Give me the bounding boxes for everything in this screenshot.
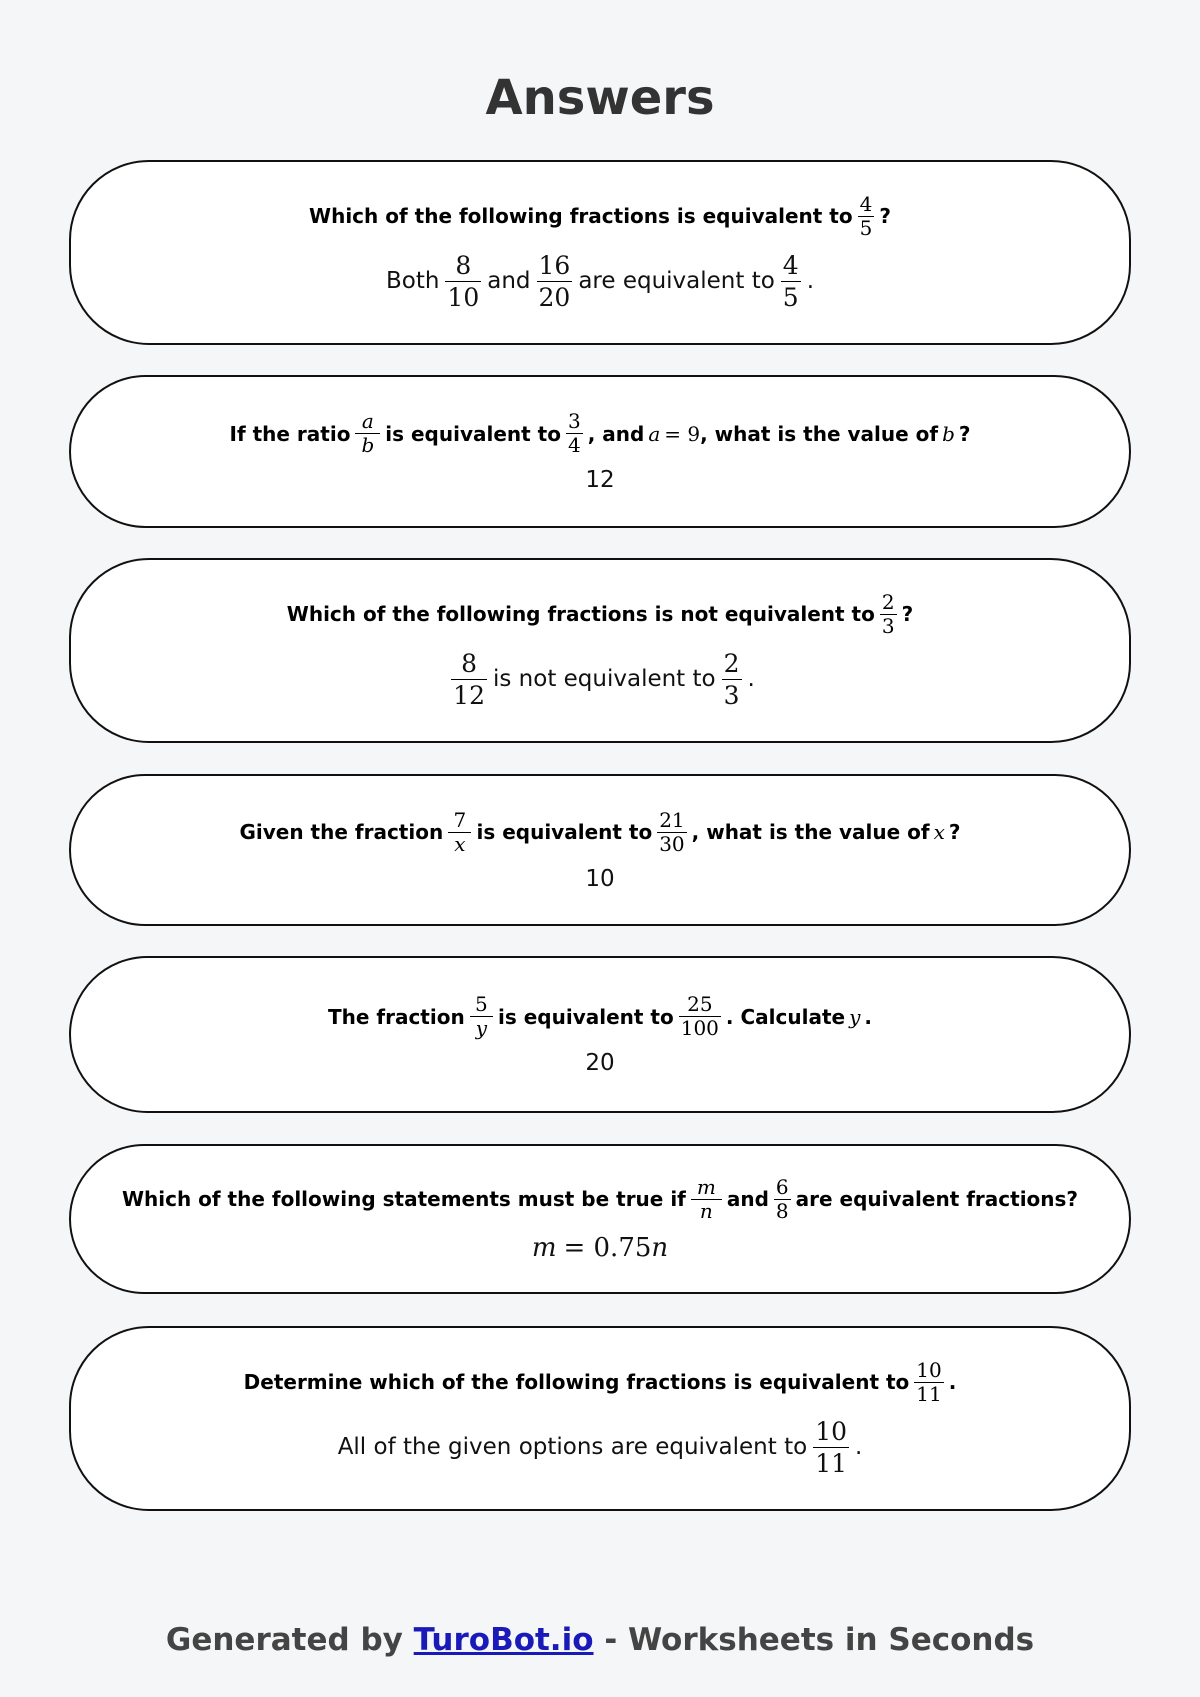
- fraction-denominator: 5: [859, 215, 873, 240]
- fraction-numerator: 3: [567, 409, 581, 433]
- fraction-numerator: 8: [461, 648, 478, 678]
- fraction-numerator: 10: [815, 1416, 847, 1446]
- fraction: [781, 250, 801, 313]
- fraction-numerator: 4: [859, 191, 873, 216]
- fraction-denominator: x: [454, 831, 466, 856]
- answer-card-6: [69, 1144, 1131, 1294]
- question-text-part: is equivalent to: [498, 1004, 674, 1029]
- question-text-part: Which of the following statements must be true if: [121, 1187, 686, 1211]
- fraction: [774, 1176, 791, 1223]
- question-text: [239, 809, 960, 856]
- question-text-part: are equivalent fractions?: [795, 1187, 1079, 1211]
- question-text-part: is equivalent to: [385, 421, 561, 446]
- answer-card-5: [69, 956, 1131, 1113]
- fraction-numerator: 25: [687, 992, 713, 1016]
- question-text: [287, 591, 913, 638]
- question-text-part: , and: [587, 421, 645, 446]
- fraction-numerator: 2: [881, 589, 895, 614]
- answer-text: 10: [585, 865, 615, 892]
- fraction-denominator: 3: [881, 613, 895, 638]
- fraction-denominator: y: [475, 1016, 488, 1040]
- footer-prefix: Generated by: [165, 1622, 403, 1658]
- fraction-denominator: n: [699, 1198, 713, 1223]
- question-text-part: Given the fraction: [239, 820, 444, 844]
- question-text-part: . Calculate: [725, 1004, 846, 1029]
- question-text-part: .: [948, 1370, 957, 1394]
- math-variable: x: [933, 820, 945, 844]
- fraction-numerator: 8: [455, 250, 472, 280]
- fraction-denominator: 10: [447, 282, 480, 312]
- fraction: [657, 809, 686, 856]
- fraction: [722, 648, 742, 711]
- fraction: [537, 250, 573, 313]
- fraction-denominator: 20: [538, 282, 571, 312]
- answer-card-3: [69, 558, 1131, 743]
- answer-text-part: .: [747, 666, 755, 692]
- question-text-part: , what is the value of: [700, 421, 939, 446]
- question-text: [230, 410, 971, 457]
- question-text-part: Which of the following fractions is equivalent to: [309, 204, 853, 228]
- answer-text: 20: [585, 1050, 615, 1076]
- question-text-part: , what is the value of: [691, 820, 930, 844]
- fraction: [858, 193, 875, 240]
- answer-text-part: Both: [385, 268, 440, 294]
- fraction: [448, 809, 471, 856]
- turobot-link[interactable]: TuroBot.io: [413, 1622, 594, 1658]
- math-variable: a: [648, 421, 661, 446]
- answer-card-2: [69, 375, 1131, 528]
- question-text-part: Determine which of the following fractions is equivalent to: [243, 1370, 910, 1394]
- footer-suffix: - Worksheets in Seconds: [604, 1622, 1035, 1658]
- fraction-denominator: 100: [680, 1016, 719, 1040]
- question-text: [309, 193, 891, 240]
- answer-text-part: .: [855, 1434, 863, 1460]
- answer-text: [445, 648, 755, 711]
- fraction-denominator: 3: [723, 680, 740, 710]
- fraction-denominator: b: [361, 433, 375, 457]
- answer-text: [338, 1416, 863, 1479]
- fraction-numerator: 4: [782, 250, 799, 280]
- answer-card-7: [69, 1326, 1131, 1511]
- question-text-part: ?: [948, 820, 961, 844]
- fraction-denominator: 5: [782, 282, 799, 312]
- answer-text-part: are equivalent to: [578, 268, 775, 294]
- answer-card-1: [69, 160, 1131, 345]
- fraction-numerator: m: [696, 1174, 716, 1199]
- fraction-numerator: 16: [538, 250, 571, 280]
- question-text-part: If the ratio: [229, 421, 351, 446]
- fraction: [880, 591, 897, 638]
- question-text: [244, 1359, 957, 1406]
- fraction: [566, 410, 583, 457]
- fraction-numerator: a: [361, 409, 374, 433]
- answer-text: [386, 250, 814, 313]
- fraction-numerator: 2: [723, 648, 740, 678]
- question-text: [328, 993, 872, 1040]
- question-text-part: and: [726, 1187, 769, 1211]
- answer-text-part: is not equivalent to: [492, 666, 716, 692]
- fraction: [445, 250, 481, 313]
- fraction: [914, 1359, 943, 1406]
- math-expression: = 9: [664, 421, 701, 446]
- fraction-denominator: 30: [659, 831, 685, 856]
- fraction: [813, 1416, 849, 1479]
- answer-text-part: and: [487, 268, 531, 294]
- answer-text: 12: [585, 467, 615, 493]
- footer: [0, 1620, 1200, 1660]
- question-text-part: ?: [879, 204, 891, 228]
- math-expression: = 0.75: [563, 1232, 652, 1263]
- fraction-denominator: 11: [815, 1448, 847, 1478]
- math-variable: m: [531, 1232, 557, 1263]
- question-text-part: is equivalent to: [476, 820, 653, 844]
- answer-text: [532, 1233, 668, 1263]
- question-text-part: The fraction: [327, 1004, 465, 1029]
- fraction: [451, 648, 487, 711]
- fraction-numerator: 7: [453, 807, 467, 832]
- question-text-part: Which of the following fractions is not equivalent to: [286, 602, 875, 626]
- answer-card-4: [69, 774, 1131, 926]
- fraction-numerator: 21: [659, 807, 685, 832]
- question-text-part: ?: [958, 421, 971, 446]
- math-variable: y: [849, 1004, 861, 1029]
- fraction-denominator: 8: [775, 1198, 789, 1223]
- fraction: [470, 993, 493, 1040]
- math-variable: b: [942, 421, 955, 446]
- page-title: Answers: [485, 70, 715, 126]
- question-text: [122, 1176, 1078, 1223]
- fraction-denominator: 4: [567, 433, 581, 457]
- fraction-numerator: 6: [775, 1174, 789, 1199]
- fraction: [691, 1176, 722, 1223]
- fraction: [355, 410, 380, 457]
- fraction-denominator: 11: [916, 1381, 942, 1406]
- fraction-denominator: 12: [453, 680, 485, 710]
- question-text-part: .: [864, 1004, 873, 1029]
- math-variable: n: [651, 1232, 669, 1263]
- answer-text-part: All of the given options are equivalent to: [337, 1434, 808, 1460]
- fraction-numerator: 10: [916, 1357, 942, 1382]
- fraction: [679, 993, 721, 1040]
- question-text-part: ?: [901, 602, 914, 626]
- fraction-numerator: 5: [474, 992, 488, 1016]
- answer-text-part: .: [806, 268, 815, 294]
